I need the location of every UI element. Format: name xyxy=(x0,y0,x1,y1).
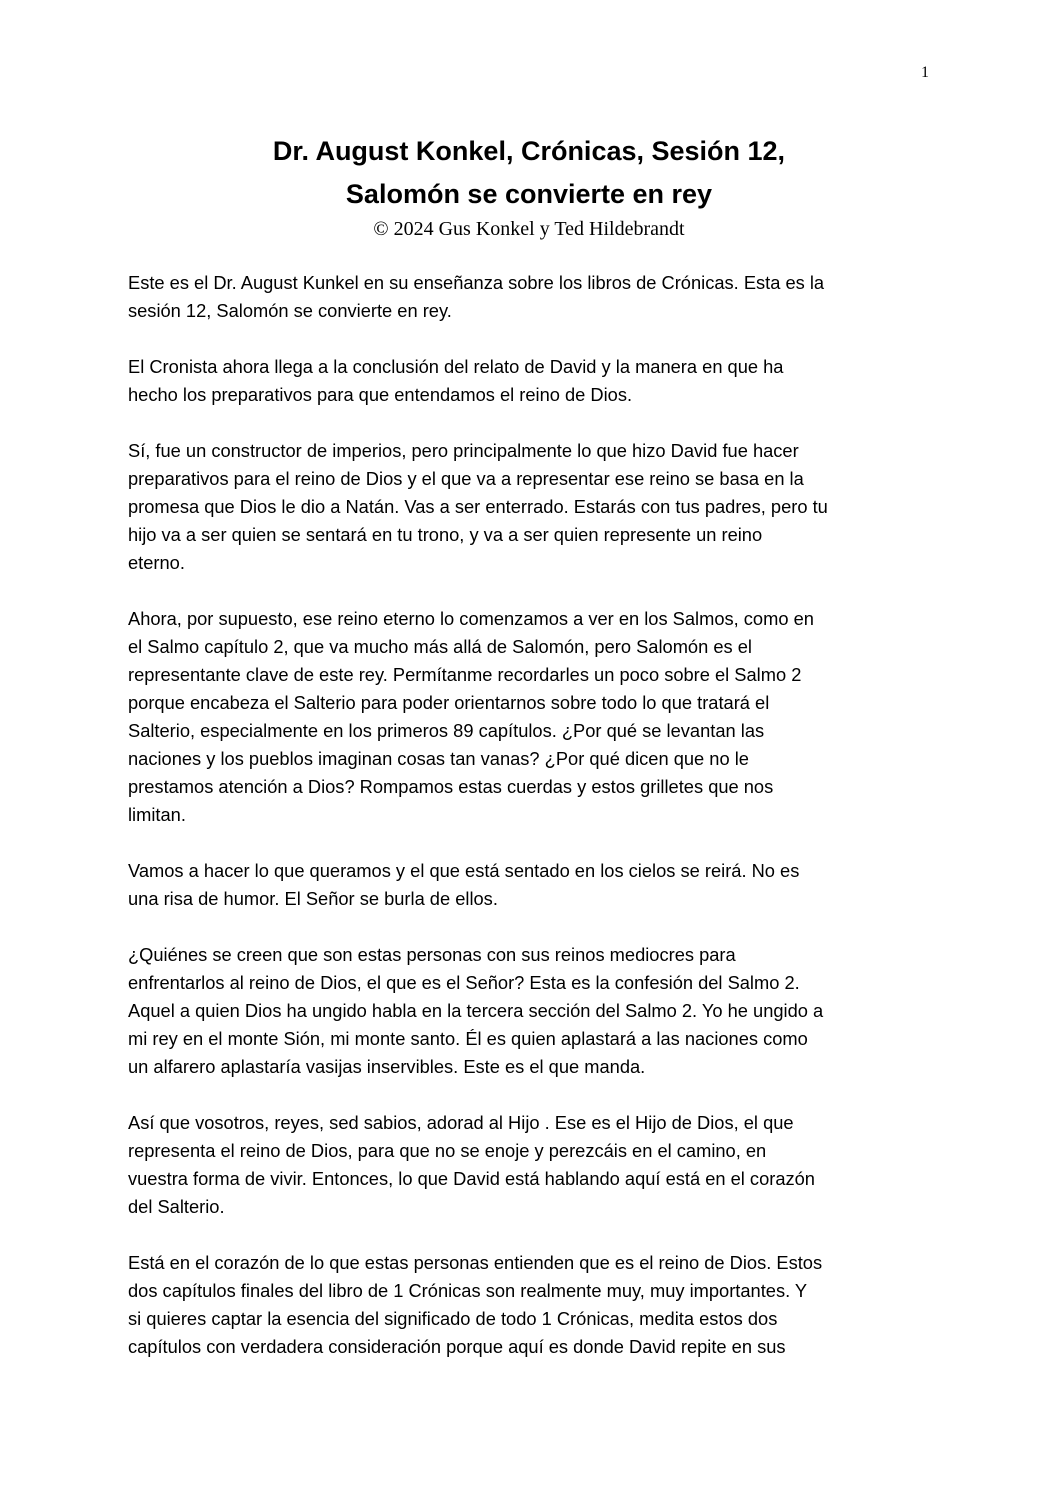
paragraph xyxy=(128,269,948,325)
text-line: naciones y los pueblos imaginan cosas tan vanas? ¿Por qué dicen que no le xyxy=(128,748,749,769)
text-line: sesión 12, Salomón se convierte en rey. xyxy=(128,300,452,321)
text-line: prestamos atención a Dios? Rompamos estas cuerdas y estos grilletes que nos xyxy=(128,776,774,797)
paragraph xyxy=(128,437,948,577)
text-line: vuestra forma de vivir. Entonces, lo que David está hablando aquí está en el corazón xyxy=(128,1168,815,1189)
text-line: capítulos con verdadera consideración porque aquí es donde David repite en sus xyxy=(128,1336,786,1357)
text-line: Así que vosotros, reyes, sed sabios, adorad al Hijo . Ese es el Hijo de Dios, el que xyxy=(128,1112,794,1133)
paragraph xyxy=(128,857,948,913)
text-line: Está en el corazón de lo que estas personas entienden que es el reino de Dios. Estos xyxy=(128,1252,823,1273)
text-line: limitan. xyxy=(128,804,186,825)
text-line: eterno. xyxy=(128,552,185,573)
text-line: mi rey en el monte Sión, mi monte santo. Él es quien aplastará a las naciones como xyxy=(128,1028,808,1049)
document-title-line-1: Dr. August Konkel, Crónicas, Sesión 12, xyxy=(272,136,786,166)
text-line: preparativos para el reino de Dios y el que va a representar ese reino se basa en la xyxy=(128,468,804,489)
text-line: Vamos a hacer lo que queramos y el que está sentado en los cielos se reirá. No es xyxy=(128,860,800,881)
text-line: Este es el Dr. August Kunkel en su enseñanza sobre los libros de Crónicas. Esta es la xyxy=(128,272,825,293)
document-title-line-2: Salomón se convierte en rey xyxy=(345,179,713,209)
text-line: Aquel a quien Dios ha ungido habla en la tercera sección del Salmo 2. Yo he ungido a xyxy=(128,1000,824,1021)
text-line: un alfarero aplastaría vasijas inservibles. Este es el que manda. xyxy=(128,1056,646,1077)
paragraph xyxy=(128,353,948,409)
paragraph xyxy=(128,941,948,1081)
text-line: dos capítulos finales del libro de 1 Crónicas son realmente muy, muy importantes. Y xyxy=(128,1280,808,1301)
paragraph xyxy=(128,1109,948,1221)
text-line: promesa que Dios le dio a Natán. Vas a ser enterrado. Estarás con tus padres, pero tu xyxy=(128,496,828,517)
page-number: 1 xyxy=(921,64,929,81)
text-line: Salterio, especialmente en los primeros 89 capítulos. ¿Por qué se levantan las xyxy=(128,720,765,741)
paragraph xyxy=(128,605,948,829)
text-line: ¿Quiénes se creen que son estas personas con sus reinos mediocres para xyxy=(128,944,736,965)
text-line: hijo va a ser quien se sentará en tu trono, y va a ser quien represente un reino xyxy=(128,524,763,545)
copyright-notice: © 2024 Gus Konkel y Ted Hildebrandt xyxy=(373,218,685,240)
text-line: Sí, fue un constructor de imperios, pero principalmente lo que hizo David fue hacer xyxy=(128,440,799,461)
text-line: una risa de humor. El Señor se burla de ellos. xyxy=(128,888,498,909)
text-line: el Salmo capítulo 2, que va mucho más allá de Salomón, pero Salomón es el xyxy=(128,636,752,657)
text-line: representa el reino de Dios, para que no se enoje y perezcáis en el camino, en xyxy=(128,1140,767,1161)
text-line: del Salterio. xyxy=(128,1196,225,1217)
text-line: si quieres captar la esencia del significado de todo 1 Crónicas, medita estos dos xyxy=(128,1308,778,1329)
document-body xyxy=(128,269,948,1389)
text-line: Ahora, por supuesto, ese reino eterno lo comenzamos a ver en los Salmos, como en xyxy=(128,608,814,629)
text-line: porque encabeza el Salterio para poder orientarnos sobre todo lo que tratará el xyxy=(128,692,770,713)
text-line: El Cronista ahora llega a la conclusión del relato de David y la manera en que ha xyxy=(128,356,784,377)
text-line: hecho los preparativos para que entendamos el reino de Dios. xyxy=(128,384,633,405)
text-line: enfrentarlos al reino de Dios, el que es el Señor? Esta es la confesión del Salmo 2. xyxy=(128,972,800,993)
text-line: representante clave de este rey. Permítanme recordarles un poco sobre el Salmo 2 xyxy=(128,664,802,685)
paragraph xyxy=(128,1249,948,1361)
